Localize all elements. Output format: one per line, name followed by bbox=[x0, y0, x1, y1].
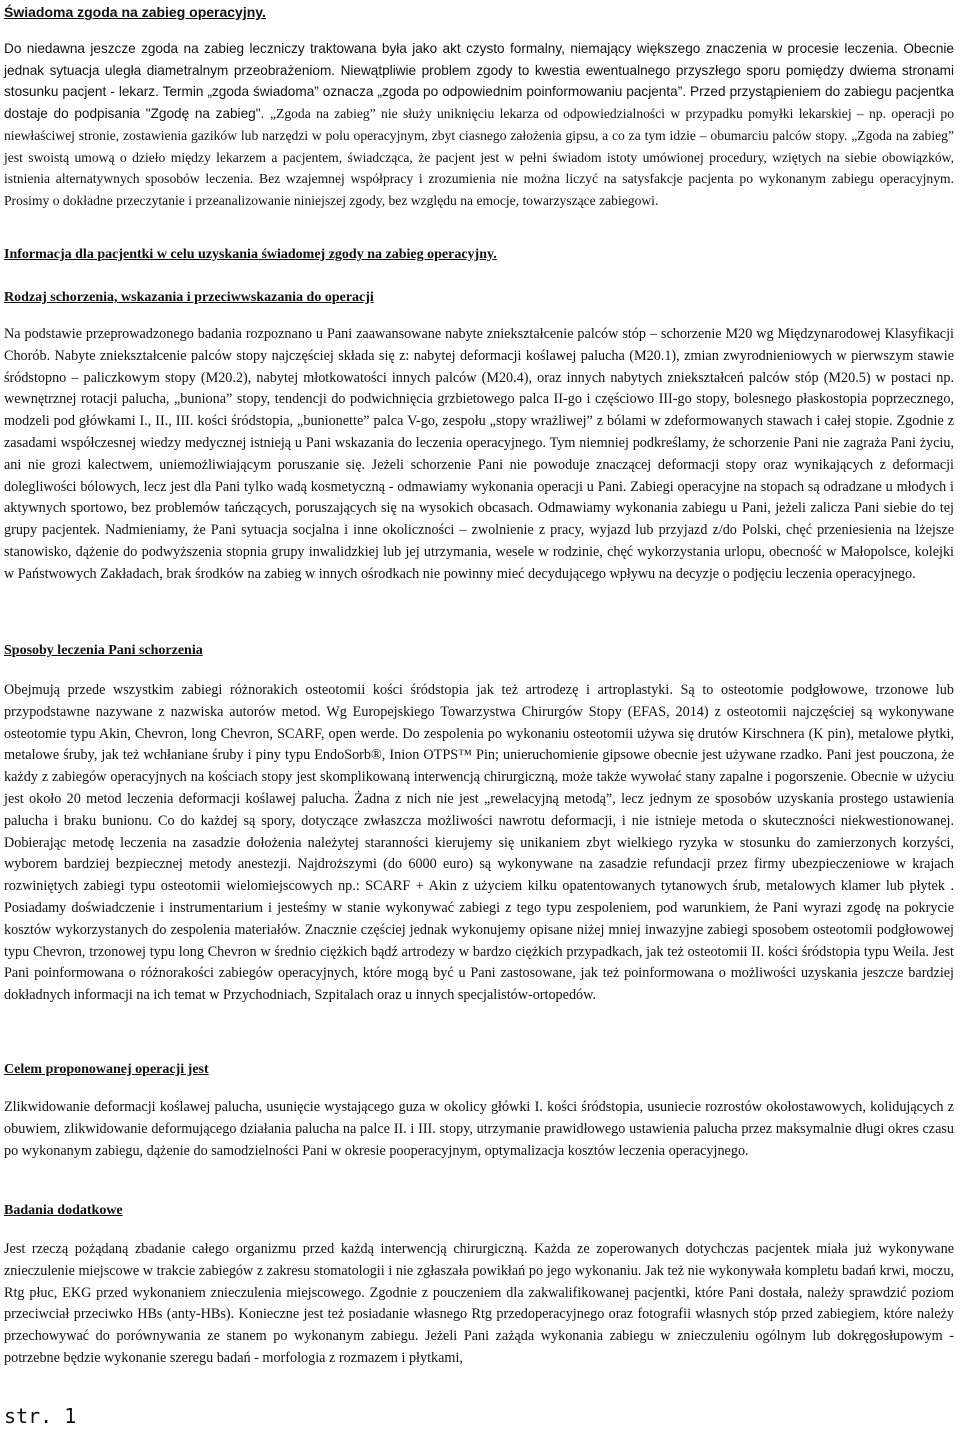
page-number: str. 1 bbox=[4, 1404, 77, 1428]
document-title: Świadoma zgoda na zabieg operacyjny. bbox=[4, 4, 266, 20]
intro-paragraph bbox=[4, 38, 954, 212]
section-heading-operation-goal: Celem proponowanej operacji jest bbox=[4, 1062, 209, 1077]
section-body-diagnosis: Na podstawie przeprowadzonego badania rozpoznano u Pani zaawansowane nabyte zniekształcenie palców stóp – schorzenie M20 wg Międzynarodowej Klasyfikacji Chorób. Nabyte zniekształcenie palców stopy najczęściej składa się z: nabytej deformacji koślawej palucha (M20.1), zmian zwyrodnieniowych w pierwszym stawie śródstopno – paliczkowym stopy (M20.2), nabytej młotkowatości innych palców (M20.4), oraz innych nabytych zniekształceń palców stóp (M20.5) w postaci np. wewnętrznej rotacji palucha, „buniona” stopy, tendencji do podwichnięcia grzbietowego palca II-go i częściowo III-go stopy, bolesnego płaskostopia poprzecznego, modzeli pod główkami I., II., III. kości śródstopia, „bunionette” palca V-go, zespołu „stopy wrażliwej” z bólami w zdeformowanych stawach i całej stopie. Zgodnie z zasadami współczesnej wiedzy medycznej istnieją u Pani wskazania do leczenia operacyjnego. Tym niemniej podkreślamy, że schorzenie Pani nie zagraża Pani życiu, ani nie grozi kalectwem, uniemożliwiającym poruszanie się. Jeżeli schorzenie Pani nie powoduje znaczącej deformacji stopy oraz wynikających z deformacji dolegliwości bólowych, lecz jest dla Pani tylko wadą kosmetyczną - odmawiamy wykonania operacji u Pani. Zabiegi operacyjne na stopach są odradzane u młodych i aktywnych sportowo, bez problemów tańczących, poruszających się na wysokich obcasach. Odmawiamy wykonania zabiegu u Pani, jeżeli zalicza Pani siebie do tej grupy pacjentek. Nadmieniamy, że Pani sytuacja socjalna i inne okoliczności – zwolnienie z pracy, wyjazd lub przyjazd z/do Polski, chęć przeniesienia na lżejsze stanowisko, dążenie do podwyższenia stopnia grupy inwalidzkiej lub jej utrzymania, wesele w rodzinie, chęć wykorzystania urlopu, obecność w Małopolsce, kolejki w Państwowych Zakładach, brak środków na zabieg w innych ośrodkach nie powinny mieć decydującego wpływu na decyzje o podjęciu leczenia operacyjnego. bbox=[4, 326, 954, 582]
intro-text-part-1: Do niedawna jeszcze zgoda na zabieg leczniczy traktowana była jako akt czysto formalny, niemający większego znaczenia w procesie leczenia. Obecnie jednak sytuacja uległa diametralnym przeobrażeniom. Niewątpliwie problem zgody to kwestia ewentualnego przyszłego sporu pomiędzy dwiema stronami stosunku pacjent - lekarz. Termin „zgoda świadoma” oznacza „zgoda po odpowiednim poinformowaniu pacjenta”. Przed przystąpieniem do zabiegu pacjentka dostaje do podpisania "Zgodę na zabieg". bbox=[4, 41, 954, 122]
section-heading-treatment-methods: Sposoby leczenia Pani schorzenia bbox=[4, 643, 203, 658]
intro-text-part-2: „Zgoda na zabieg” nie służy uniknięciu lekarza od odpowiedzialności w przypadku pomyłki lekarskiej – np. operacji po niewłaściwej stronie, zostawienia gazików lub narzędzi w polu operacyjnym, zbyt ciasnego założenia gipsu, a co za tym idzie – obumarciu palców stopy. „Zgoda na zabieg” jest swoistą umową o dzieło między lekarzem a pacjentem, świadcząca, że pacjent jest w pełni świadom istoty umówionej procedury, wziętych na siebie obowiązków, istnienia alternatywnych sposobów leczenia. Bez wzajemnej współpracy i zrozumienia nie można liczyć na satysfakcje pacjenta po wykonanym zabiegu operacyjnym. Prosimy o dokładne przeczytanie i przeanalizowanie niniejszej zgody, bez względu na emocje, towarzyszące zabiegowi. bbox=[4, 106, 954, 208]
information-title: Informacja dla pacjentki w celu uzyskania świadomej zgody na zabieg operacyjny. bbox=[4, 247, 497, 262]
section-heading-diagnosis: Rodzaj schorzenia, wskazania i przeciwwskazania do operacji bbox=[4, 290, 374, 305]
section-body-operation-goal: Zlikwidowanie deformacji koślawej palucha, usunięcie wystającego guza w okolicy główki I. kości śródstopia, usuniecie rozrostów okołostawowych, kolidujących z obuwiem, zlikwidowanie deformującego działania palucha na palce II. i III. stopy, utrzymanie prawidłowego ustawienia palucha przez maksymalnie długi okres czasu po wykonanym zabiegu, dążenie do samodzielności Pani w okresie pooperacyjnym, optymalizacja kosztów leczenia operacyjnego. bbox=[4, 1099, 954, 1159]
section-body-treatment-methods: Obejmują przede wszystkim zabiegi różnorakich osteotomii kości śródstopia jak też artrodezę i artroplastyki. Są to osteotomie podgłowowe, trzonowe lub przypodstawne nazywane z nazwiska autorów metod. Wg Europejskiego Towarzystwa Chirurgów Stopy (EFAS, 2014) z osteotomii najczęściej są wykonywane osteotomie typu Akin, Chevron, long Chevron, SCARF, open werde. Do zespolenia po wykonaniu osteotomii używa się drutów Kirschnera (K pin), metalowe płytki, metalowe śruby, jak też wchłaniane śruby i piny typu EndoSorb®, Inion OTPS™ Pin; unieruchomienie gipsowe obecnie jest używane rzadko. Pani jest pouczona, że każdy z zabiegów operacyjnych na kościach stopy jest skomplikowaną interwencją chirurgiczną, może także wywołać stany zapalne i pogorszenie. Obecnie w użyciu jest około 20 metod leczenia deformacji koślawej palucha. Żadna z nich nie jest „rewelacyjną metodą”, lecz jednym ze sposobów uzyskania prostego ustawienia palucha i braku bunionu. Co do każdej są spory, dotyczące zwłaszcza możliwości nawrotu deformacji, i nie istnieje metoda o skuteczności niekwestionowanej. Dobierając metodę leczenia na zasadzie dołożenia należytej staranności kierujemy się unikaniem zbyt wielkiego ryzyka w stosunku do zamierzonych korzyści, wyborem bardziej bezpiecznej metody anestezji. Najdroższymi (do 6000 euro) są wykonywane na zasadzie refundacji przez firmy ubezpieczeniowe w krajach rozwiniętych zabiegi typu osteotomii wielomiejscowych np.: SCARF + Akin z użyciem kilku opatentowanych tytanowych śrub, metalowych klamer lub płytek . Posiadamy doświadczenie i instrumentarium i jesteśmy w stanie wykonywać zabiegi z tego typu zespoleniem, pod warunkiem, że Pani wyrazi zgodę na pokrycie kosztów wykorzystanych do zespolenia materiałów. Znacznie częściej jednak wykonujemy opisane niżej mniej inwazyjne zabiegi sposobem osteotomii podgłowowej typu Chevron, trzonowej typu long Chevron w średnio ciężkich bądź artrodezy w bardzo ciężkich przypadkach, jak też osteotomii II. kości śródstopia typu Weila. Jest Pani poinformowana o różnorakości zabiegów operacyjnych, które mogą być u Pani zastosowane, jak też poinformowana o możliwości uzyskania jeszcze bardziej dokładnych informacji na ich temat w Przychodniach, Szpitalach oraz u innych specjalistów-ortopedów. bbox=[4, 682, 954, 1004]
section-heading-additional-tests: Badania dodatkowe bbox=[4, 1203, 123, 1218]
section-body-additional-tests: Jest rzeczą pożądaną zbadanie całego organizmu przed każdą interwencją chirurgiczną. Każda ze zoperowanych dotychczas pacjentek miała już wykonywane znieczulenie miejscowe w trakcie zabiegów z zakresu stomatologii i nie zgłaszała powikłań po jego wykonaniu. Jak też nie wykonywała kompletu badań krwi, moczu, Rtg płuc, EKG przed wykonaniem znieczulenia miejscowego. Zgodnie z pouczeniem dla zakwalifikowanej pacjentki, które Pani dostała, należy sprawdzić poziom przeciwciał przeciwko HBs (anty-HBs). Konieczne jest też posiadanie własnego Rtg przedoperacyjnego oraz fotografii własnych stóp przed zabiegiem, które należy przechowywać do porównywania ze stanem po wykonanym zabiegu. Jeżeli Pani zażąda wykonania zabiegu w znieczuleniu ogólnym lub dokręgosłupowym - potrzebne będzie wykonanie szeregu badań - morfologia z rozmazem i płytkami, bbox=[4, 1241, 954, 1366]
